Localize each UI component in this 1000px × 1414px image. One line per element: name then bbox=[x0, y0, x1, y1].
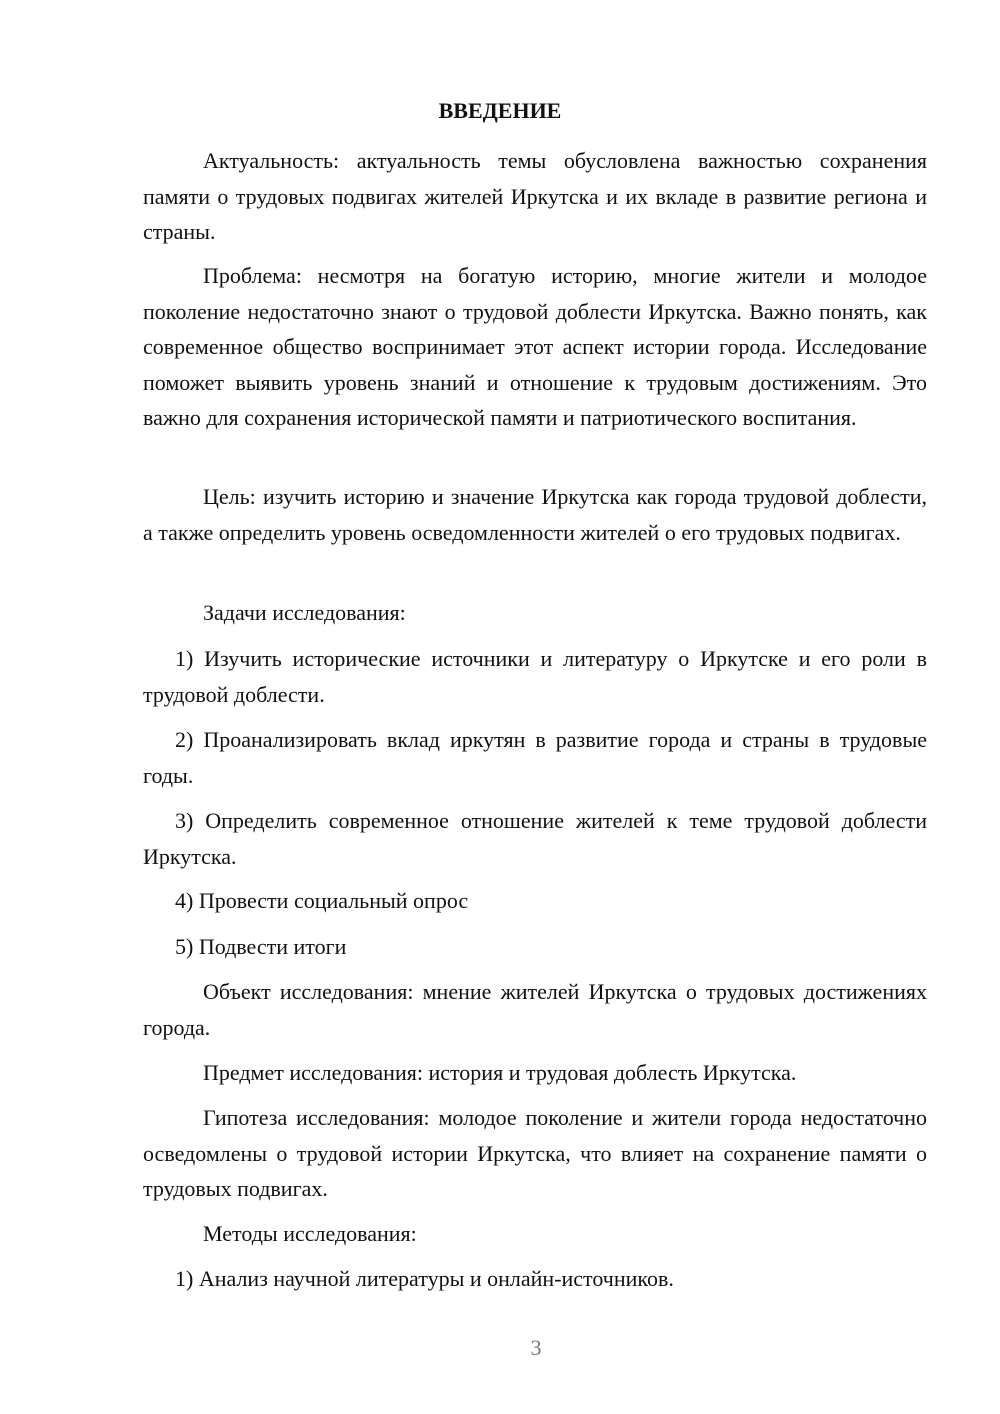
paragraph-problem: Проблема: несмотря на богатую историю, многие жители и молодое поколение недостаточно знают о трудовой доблести Иркутска. Важно понять, как современное общество воспринимает этот аспект истории города. Исследование поможет выявить уровень знаний и отношение к трудовым достижениям. Это важно для сохранения исторической памяти и патриотического воспитания. bbox=[143, 263, 927, 430]
task-item-2: 2) Проанализировать вклад иркутян в развитие города и страны в трудовые годы. bbox=[143, 727, 927, 788]
task-item-5: 5) Подвести итоги bbox=[175, 934, 347, 959]
paragraph-object: Объект исследования: мнение жителей Иркутска о трудовых достижениях города. bbox=[143, 979, 927, 1040]
paragraph-methods-heading: Методы исследования: bbox=[203, 1221, 417, 1246]
task-item-1: 1) Изучить исторические источники и литературу о Иркутске и его роли в трудовой доблести. bbox=[143, 646, 927, 707]
task-item-3: 3) Определить современное отношение жителей к теме трудовой доблести Иркутска. bbox=[143, 808, 927, 869]
task-item-4: 4) Провести социальный опрос bbox=[175, 888, 469, 913]
page-number: 3 bbox=[530, 1335, 542, 1360]
paragraph-goal: Цель: изучить историю и значение Иркутска как города трудовой доблести, а также определить уровень осведомленности жителей о его трудовых подвигах. bbox=[143, 484, 927, 545]
paragraph-subject: Предмет исследования: история и трудовая доблесть Иркутска. bbox=[203, 1060, 797, 1085]
method-item-1: 1) Анализ научной литературы и онлайн-источников. bbox=[175, 1266, 674, 1291]
paragraph-hypothesis: Гипотеза исследования: молодое поколение и жители города недостаточно осведомлены о трудовой истории Иркутска, что влияет на сохранение памяти о трудовых подвигах. bbox=[143, 1105, 927, 1201]
paragraph-relevance: Актуальность: актуальность темы обусловлена важностью сохранения памяти о трудовых подвигах жителей Иркутска и их вкладе в развитие региона и страны. bbox=[143, 148, 927, 244]
section-title: ВВЕДЕНИЕ bbox=[438, 98, 562, 123]
paragraph-tasks-heading: Задачи исследования: bbox=[203, 600, 406, 625]
